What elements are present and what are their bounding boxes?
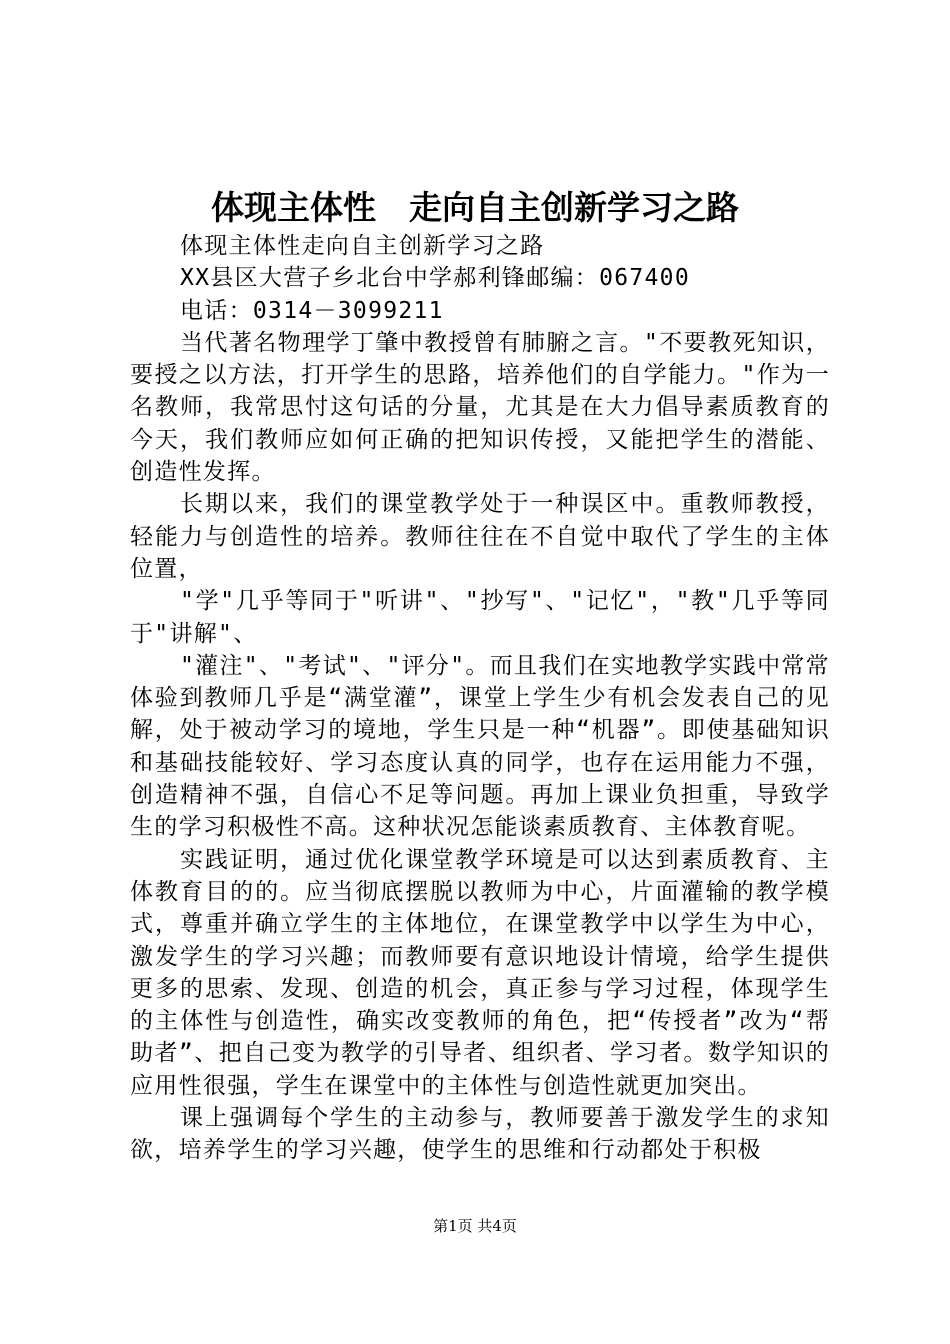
page-number-footer: 第1页 共4页 [433,1217,517,1235]
paragraph-author: XX县区大营子乡北台中学郝利锋邮编：067400 [180,265,690,292]
paragraph: 实践证明，通过优化课堂教学环境是可以达到素质教育、主体教育目的的。应当彻底摆脱以教师为中心，片面灌输的教学模式，尊重并确立学生的主体地位，在课堂教学中以学生为中心，激发学生的学习兴趣；而教师要有意识地设计情境，给学生提供更多的思索、发现、创造的机会，真正参与学习过程，体现学生的主体性与创造性，确实改变教师的角色，把“传授者”改为“帮助者”、把自己变为教学的引导者、组织者、学习者。数学知识的应用性很强，学生在课堂中的主体性与创造性就更加突出。 [130,846,830,1099]
paragraph-phone: 电话：0314－3099211 [180,297,444,324]
paragraph: 长期以来，我们的课堂教学处于一种误区中。重教师教授，轻能力与创造性的培养。教师往往在不自觉中取代了学生的主体位置， [130,491,830,582]
document-body [130,230,830,1167]
paragraph: "灌注"、"考试"、"评分"。而且我们在实地教学实践中常常体验到教师几乎是“满堂灌”，课堂上学生少有机会发表自己的见解，处于被动学习的境地，学生只是一种“机器”。即使基础知识和基础技能较好、学习态度认真的同学，也存在运用能力不强，创造精神不强，自信心不足等问题。再加上课业负担重，导致学生的学习积极性不高。这种状况怎能谈素质教育、主体教育呢。 [130,652,830,841]
paragraph: "学"几乎等同于"听讲"、"抄写"、"记忆"，"教"几乎等同于"讲解"、 [130,588,830,647]
paragraph-subtitle: 体现主体性走向自主创新学习之路 [180,233,545,259]
document-title: 体现主体性 走向自主创新学习之路 [211,188,739,227]
paragraph: 当代著名物理学丁肇中教授曾有肺腑之言。"不要教死知识，要授之以方法，打开学生的思路，培养他们的自学能力。"作为一名教师，我常思忖这句话的分量，尤其是在大力倡导素质教育的今天，我们教师应如何正确的把知识传授，又能把学生的潜能、创造性发挥。 [130,329,830,486]
paragraph: 课上强调每个学生的主动参与，教师要善于激发学生的求知欲，培养学生的学习兴趣，使学生的思维和行动都处于积极 [130,1105,830,1164]
